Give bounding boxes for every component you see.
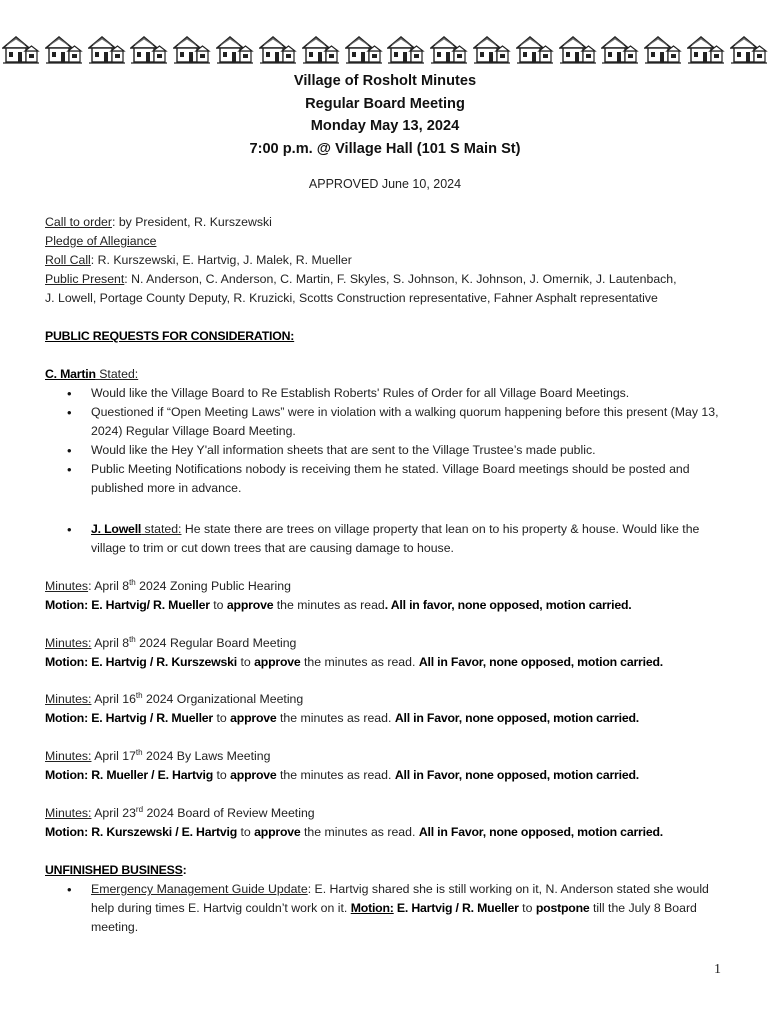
- motion-rest: the minutes as read.: [276, 711, 395, 725]
- house-icon: [387, 34, 425, 66]
- list-item: • Public Meeting Notifications nobody is receiving them he stated. Village Board meetings should be posted and published more in advance.: [45, 460, 735, 498]
- page-number: 1: [714, 962, 721, 977]
- minutes-description: 2024 Board of Review Meeting: [143, 806, 315, 820]
- minutes-item: [45, 804, 735, 842]
- minutes-line: [45, 634, 735, 653]
- motion-to: to: [518, 901, 536, 915]
- house-icon: [430, 34, 468, 66]
- house-icon: [559, 34, 597, 66]
- motion-line: [45, 596, 735, 615]
- motion-rest: the minutes as read.: [276, 768, 395, 782]
- list-item: • Would like the Hey Y'all information sheets that are sent to the Village Trustee’s made public.: [45, 441, 735, 460]
- speaker-name: J. Lowell: [91, 522, 142, 536]
- roll-call: [45, 251, 735, 270]
- minutes-line: [45, 804, 735, 823]
- motion-by: Motion: R. Mueller / E. Hartvig: [45, 768, 214, 782]
- martin-items: [45, 384, 735, 498]
- meeting-title: [0, 70, 770, 160]
- minutes-description: 2024 Zoning Public Hearing: [135, 579, 291, 593]
- approval-note: APPROVED June 10, 2024: [308, 177, 462, 191]
- minutes-description: 2024 Organizational Meeting: [142, 692, 304, 706]
- call-to-order: [45, 213, 735, 232]
- ordinal-suffix: th: [129, 634, 136, 644]
- motion-result: All in Favor, none opposed, motion carried.: [418, 655, 664, 669]
- title-line-1: Village of Rosholt Minutes: [293, 73, 477, 89]
- house-banner: [0, 34, 770, 68]
- item-text: : E. Hartvig shared she is still working on it, N. Anderson stated she would help during times E. Hartvig couldn’t work on it.: [91, 882, 709, 915]
- minutes-label: Minutes:: [45, 692, 92, 706]
- public-present-continued: J. Lowell, Portage County Deputy, R. Kruzicki, Scotts Construction representative, Fahner Asphalt representative: [45, 291, 658, 305]
- motion-action: approve: [254, 655, 301, 669]
- lowell-request: [45, 520, 735, 558]
- house-icon: [173, 34, 211, 66]
- house-icon: [687, 34, 725, 66]
- call-to-order-label: Call to order: [45, 215, 112, 229]
- minutes-label: Minutes:: [45, 636, 92, 650]
- minutes-label: Minutes:: [45, 749, 92, 763]
- motion-result: All in Favor, none opposed, motion carried.: [418, 825, 664, 839]
- list-item: • Questioned if “Open Meeting Laws” were in violation with a walking quorum happening before this present (May 13, 2024) Regular Village Board Meeting.: [45, 403, 735, 441]
- motion-line: [45, 823, 735, 842]
- minutes-date: : April 8: [88, 579, 130, 593]
- minutes-description: 2024 By Laws Meeting: [142, 749, 271, 763]
- motion-by: Motion: R. Kurszewski / E. Hartvig: [45, 825, 238, 839]
- ordinal-suffix: rd: [135, 804, 144, 814]
- unfinished-business: [45, 861, 735, 937]
- house-icon: [216, 34, 254, 66]
- house-icon: [601, 34, 639, 66]
- minutes-date: April 16: [91, 692, 136, 706]
- item-label: Emergency Management Guide Update: [91, 882, 308, 896]
- house-icon: [644, 34, 682, 66]
- minutes-item: [45, 634, 735, 672]
- house-icon: [345, 34, 383, 66]
- motion-rest: the minutes as read.: [300, 655, 419, 669]
- motion-action: approve: [226, 598, 274, 612]
- minutes-date: April 23: [91, 806, 136, 820]
- motion-to: to: [213, 768, 231, 782]
- motion-action: approve: [230, 768, 277, 782]
- motion-rest: the minutes as read: [273, 598, 385, 612]
- house-icon: [302, 34, 340, 66]
- motion-line: [45, 766, 735, 785]
- motion-label: Motion:: [350, 901, 394, 915]
- motion-rest: the minutes as read.: [300, 825, 419, 839]
- minutes-description: 2024 Regular Board Meeting: [135, 636, 297, 650]
- motion-line: [45, 709, 735, 728]
- ordinal-suffix: th: [129, 577, 136, 587]
- minutes-line: [45, 577, 735, 596]
- heading-colon: :: [182, 863, 187, 877]
- unfinished-heading: [45, 861, 735, 880]
- martin-request: [45, 365, 735, 498]
- motion-to: to: [237, 825, 255, 839]
- public-requests-heading: [45, 327, 735, 346]
- roll-call-label: Roll Call: [45, 253, 91, 267]
- motion-to: to: [209, 598, 227, 612]
- motion-action: approve: [254, 825, 301, 839]
- motion-action: postpone: [535, 901, 590, 915]
- minutes-item: [45, 747, 735, 785]
- motion-by: Motion: E. Hartvig/ R. Mueller: [45, 598, 210, 612]
- title-line-2: Regular Board Meeting: [305, 95, 465, 112]
- speaker-stated: stated:: [141, 522, 182, 536]
- minutes-label: Minutes:: [45, 806, 92, 820]
- public-present-label: Public Present: [45, 272, 125, 286]
- motion-tail: till the July 8 Board meeting.: [91, 901, 697, 934]
- minutes-line: [45, 747, 735, 766]
- house-icon: [2, 34, 40, 66]
- martin-heading: [45, 365, 735, 384]
- call-to-order-text: : by President, R. Kurszewski: [111, 215, 272, 229]
- motion-by: Motion: E. Hartvig / R. Kurszewski: [45, 655, 238, 669]
- list-item: • Would like the Village Board to Re Establish Roberts' Rules of Order for all Village Board Meetings.: [45, 384, 735, 403]
- minutes-item: [45, 577, 735, 615]
- speaker-name: C. Martin: [45, 367, 96, 381]
- minutes-date: April 17: [91, 749, 136, 763]
- house-icon: [88, 34, 126, 66]
- public-present-text: : N. Anderson, C. Anderson, C. Martin, F. Skyles, S. Johnson, K. Johnson, J. Omernik, J. Lautenbach,: [124, 272, 677, 286]
- section-heading: UNFINISHED BUSINESS: [45, 863, 183, 877]
- motion-result: . All in favor, none opposed, motion carried.: [384, 598, 632, 612]
- list-item: [45, 880, 735, 937]
- section-heading: PUBLIC REQUESTS FOR CONSIDERATION:: [45, 329, 295, 343]
- minutes-line: [45, 690, 735, 709]
- house-icon: [473, 34, 511, 66]
- opening-section: [45, 213, 735, 308]
- roll-call-text: : R. Kurszewski, E. Hartvig, J. Malek, R. Mueller: [90, 253, 352, 267]
- house-icon: [130, 34, 168, 66]
- motion-action: approve: [230, 711, 277, 725]
- minutes-label: Minutes: [45, 579, 89, 593]
- motion-result: All in Favor, none opposed, motion carried.: [394, 768, 640, 782]
- minutes-date: April 8: [91, 636, 130, 650]
- speaker-stated: Stated:: [95, 367, 139, 381]
- motion-by: E. Hartvig / R. Mueller: [393, 901, 519, 915]
- pledge: Pledge of Allegiance: [45, 234, 157, 248]
- ordinal-suffix: th: [135, 747, 143, 757]
- ordinal-suffix: th: [135, 690, 143, 700]
- motion-by: Motion: E. Hartvig / R. Mueller: [45, 711, 214, 725]
- motion-result: All in Favor, none opposed, motion carried.: [394, 711, 640, 725]
- lowell-items: [45, 520, 735, 558]
- title-line-3: Monday May 13, 2024: [310, 118, 460, 134]
- title-line-4: 7:00 p.m. @ Village Hall (101 S Main St): [249, 140, 521, 157]
- house-icon: [259, 34, 297, 66]
- list-item: [45, 520, 735, 558]
- motion-to: to: [213, 711, 231, 725]
- motion-line: [45, 653, 735, 672]
- public-present: [45, 270, 735, 289]
- unfinished-items: [45, 880, 735, 937]
- house-icon: [730, 34, 768, 66]
- house-icon: [45, 34, 83, 66]
- request-text: He state there are trees on village property that lean on to his property & house. Would like the village to trim or cut down trees that are causing damage to house.: [91, 522, 700, 555]
- minutes-item: [45, 690, 735, 728]
- motion-to: to: [237, 655, 255, 669]
- house-icon: [516, 34, 554, 66]
